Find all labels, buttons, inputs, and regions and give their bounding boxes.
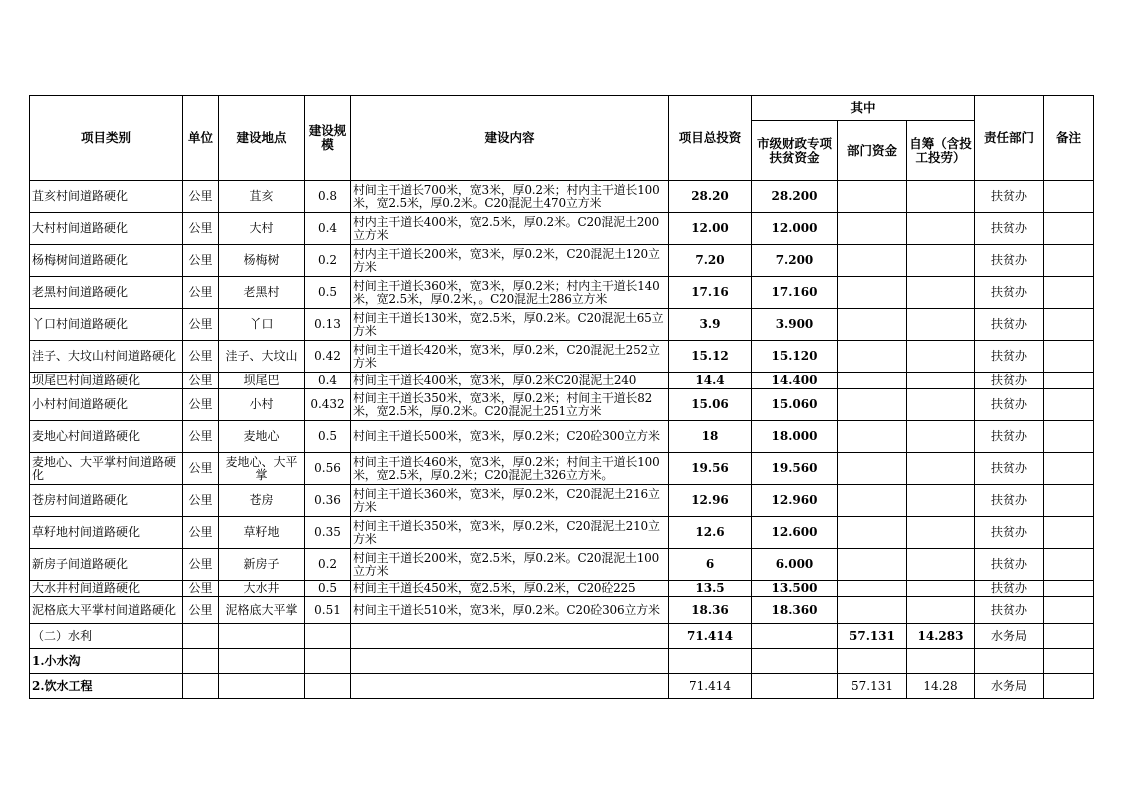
header-note: 备注 [1044,96,1094,181]
category-cell: 2.饮水工程 [30,674,183,699]
content-cell: 村间主干道长200米，宽2.5米，厚0.2米。C20混泥土100立方米 [351,549,669,581]
total-cell: 3.9 [669,309,752,341]
category-cell: 丫口村间道路硬化 [30,309,183,341]
dept-fund-cell [838,649,907,674]
location-cell: 坝尾巴 [219,373,305,389]
city-fund-cell: 6.000 [752,549,838,581]
unit-cell: 公里 [183,517,219,549]
note-cell [1044,624,1094,649]
dept-cell: 扶贫办 [975,245,1044,277]
dept-fund-cell [838,309,907,341]
location-cell [219,649,305,674]
table-row [30,181,1094,213]
total-cell: 19.56 [669,453,752,485]
location-cell: 新房子 [219,549,305,581]
total-cell: 71.414 [669,624,752,649]
location-cell: 杨梅树 [219,245,305,277]
unit-cell: 公里 [183,597,219,624]
header-total: 项目总投资 [669,96,752,181]
header-dept: 责任部门 [975,96,1044,181]
note-cell [1044,245,1094,277]
unit-cell [183,649,219,674]
scale-cell: 0.36 [305,485,351,517]
location-cell: 麦地心 [219,421,305,453]
total-cell: 14.4 [669,373,752,389]
unit-cell: 公里 [183,277,219,309]
city-fund-cell: 17.160 [752,277,838,309]
location-cell: 苍房 [219,485,305,517]
dept-fund-cell [838,597,907,624]
category-cell: 麦地心、大平掌村间道路硬化 [30,453,183,485]
total-cell: 18 [669,421,752,453]
total-cell: 17.16 [669,277,752,309]
table-body [30,181,1094,699]
header-unit: 单位 [183,96,219,181]
dept-cell [975,649,1044,674]
location-cell [219,624,305,649]
category-cell: 草籽地村间道路硬化 [30,517,183,549]
dept-fund-cell [838,549,907,581]
category-cell: 杨梅树间道路硬化 [30,245,183,277]
content-cell: 村间主干道长130米，宽2.5米，厚0.2米。C20混泥土65立方米 [351,309,669,341]
header-self-raised: 自筹（含投工投劳） [907,121,975,181]
self-raised-cell: 14.283 [907,624,975,649]
city-fund-cell: 28.200 [752,181,838,213]
unit-cell: 公里 [183,213,219,245]
note-cell [1044,549,1094,581]
unit-cell: 公里 [183,341,219,373]
city-fund-cell: 7.200 [752,245,838,277]
dept-cell: 扶贫办 [975,597,1044,624]
content-cell [351,624,669,649]
location-cell: 丫口 [219,309,305,341]
content-cell: 村间主干道长350米，宽3米，厚0.2米；村间主干道长82米，宽2.5米，厚0.2米。C20混泥土251立方米 [351,389,669,421]
category-cell: 老黑村间道路硬化 [30,277,183,309]
total-cell: 12.6 [669,517,752,549]
note-cell [1044,373,1094,389]
table-row [30,581,1094,597]
category-cell: 麦地心村间道路硬化 [30,421,183,453]
self-raised-cell [907,389,975,421]
table-row [30,453,1094,485]
dept-cell: 水务局 [975,674,1044,699]
scale-cell: 0.56 [305,453,351,485]
self-raised-cell [907,373,975,389]
content-cell [351,649,669,674]
content-cell: 村间主干道长420米，宽3米，厚0.2米，C20混泥土252立方米 [351,341,669,373]
city-fund-cell: 18.000 [752,421,838,453]
content-cell: 村间主干道长400米，宽3米，厚0.2米C20混泥土240 [351,373,669,389]
scale-cell: 0.432 [305,389,351,421]
category-cell: 苍房村间道路硬化 [30,485,183,517]
unit-cell: 公里 [183,581,219,597]
category-cell: 新房子间道路硬化 [30,549,183,581]
scale-cell: 0.5 [305,581,351,597]
dept-cell: 扶贫办 [975,309,1044,341]
location-cell: 泥格底大平掌 [219,597,305,624]
table-row [30,309,1094,341]
unit-cell: 公里 [183,181,219,213]
scale-cell: 0.4 [305,373,351,389]
city-fund-cell: 18.360 [752,597,838,624]
total-cell: 71.414 [669,674,752,699]
unit-cell: 公里 [183,309,219,341]
note-cell [1044,389,1094,421]
total-cell [669,649,752,674]
note-cell [1044,485,1094,517]
category-cell: 1.小水沟 [30,649,183,674]
dept-fund-cell [838,181,907,213]
location-cell: 小村 [219,389,305,421]
header-row-1 [30,96,1094,121]
total-cell: 12.00 [669,213,752,245]
dept-cell: 扶贫办 [975,277,1044,309]
self-raised-cell [907,517,975,549]
header-content: 建设内容 [351,96,669,181]
header-of-which: 其中 [752,96,975,121]
self-raised-cell [907,245,975,277]
unit-cell: 公里 [183,389,219,421]
city-fund-cell: 15.060 [752,389,838,421]
self-raised-cell [907,485,975,517]
category-cell: 洼子、大坟山村间道路硬化 [30,341,183,373]
section-row-xiaoshuigou [30,649,1094,674]
category-cell: 苴亥村间道路硬化 [30,181,183,213]
scale-cell: 0.4 [305,213,351,245]
note-cell [1044,674,1094,699]
scale-cell [305,624,351,649]
city-fund-cell: 13.500 [752,581,838,597]
total-cell: 15.12 [669,341,752,373]
dept-cell: 扶贫办 [975,213,1044,245]
note-cell [1044,277,1094,309]
total-cell: 15.06 [669,389,752,421]
note-cell [1044,309,1094,341]
table-row [30,341,1094,373]
note-cell [1044,341,1094,373]
unit-cell: 公里 [183,549,219,581]
self-raised-cell [907,309,975,341]
table-row [30,277,1094,309]
location-cell: 苴亥 [219,181,305,213]
city-fund-cell [752,674,838,699]
scale-cell: 0.8 [305,181,351,213]
unit-cell: 公里 [183,421,219,453]
category-cell: 泥格底大平掌村间道路硬化 [30,597,183,624]
note-cell [1044,649,1094,674]
note-cell [1044,597,1094,624]
total-cell: 6 [669,549,752,581]
location-cell: 大村 [219,213,305,245]
scale-cell: 0.2 [305,549,351,581]
scale-cell: 0.5 [305,277,351,309]
city-fund-cell: 14.400 [752,373,838,389]
total-cell: 28.20 [669,181,752,213]
self-raised-cell [907,181,975,213]
dept-fund-cell: 57.131 [838,624,907,649]
city-fund-cell: 19.560 [752,453,838,485]
scale-cell: 0.51 [305,597,351,624]
dept-fund-cell [838,485,907,517]
self-raised-cell [907,277,975,309]
dept-cell: 扶贫办 [975,181,1044,213]
dept-fund-cell [838,213,907,245]
content-cell: 村间主干道长450米，宽2.5米，厚0.2米，C20砼225 [351,581,669,597]
self-raised-cell [907,649,975,674]
city-fund-cell: 3.900 [752,309,838,341]
content-cell: 村间主干道长360米，宽3米，厚0.2米；村内主干道长140米，宽2.5米，厚0.2米，。C20混泥土286立方米 [351,277,669,309]
dept-cell: 水务局 [975,624,1044,649]
dept-fund-cell [838,341,907,373]
table-row [30,245,1094,277]
city-fund-cell: 12.960 [752,485,838,517]
dept-fund-cell [838,421,907,453]
dept-fund-cell [838,453,907,485]
unit-cell [183,624,219,649]
location-cell [219,674,305,699]
section-row-water [30,624,1094,649]
city-fund-cell [752,649,838,674]
content-cell: 村间主干道长460米，宽3米，厚0.2米；村间主干道长100米，宽2.5米，厚0.2米；C20混泥土326立方米。 [351,453,669,485]
note-cell [1044,517,1094,549]
unit-cell: 公里 [183,485,219,517]
table-row [30,517,1094,549]
header-city-fund: 市级财政专项扶贫资金 [752,121,838,181]
content-cell: 村间主干道长700米，宽3米，厚0.2米；村内主干道长100米，宽2.5米，厚0.2米。C20混泥土470立方米 [351,181,669,213]
total-cell: 7.20 [669,245,752,277]
table-row [30,597,1094,624]
self-raised-cell [907,453,975,485]
note-cell [1044,421,1094,453]
unit-cell: 公里 [183,373,219,389]
content-cell: 村间主干道长350米，宽3米，厚0.2米，C20混泥土210立方米 [351,517,669,549]
self-raised-cell [907,341,975,373]
category-cell: （二）水利 [30,624,183,649]
dept-fund-cell [838,373,907,389]
total-cell: 12.96 [669,485,752,517]
dept-fund-cell [838,581,907,597]
dept-cell: 扶贫办 [975,453,1044,485]
unit-cell [183,674,219,699]
table-row [30,373,1094,389]
dept-cell: 扶贫办 [975,421,1044,453]
table-row [30,389,1094,421]
dept-cell: 扶贫办 [975,581,1044,597]
table-row [30,485,1094,517]
note-cell [1044,181,1094,213]
city-fund-cell: 15.120 [752,341,838,373]
table-row [30,213,1094,245]
scale-cell: 0.5 [305,421,351,453]
scale-cell [305,649,351,674]
content-cell: 村间主干道长360米，宽3米，厚0.2米，C20混泥土216立方米 [351,485,669,517]
city-fund-cell: 12.600 [752,517,838,549]
self-raised-cell [907,597,975,624]
total-cell: 13.5 [669,581,752,597]
header-scale: 建设规模 [305,96,351,181]
note-cell [1044,581,1094,597]
project-table [29,95,1094,699]
scale-cell: 0.35 [305,517,351,549]
category-cell: 大水井村间道路硬化 [30,581,183,597]
self-raised-cell [907,213,975,245]
dept-fund-cell [838,389,907,421]
scale-cell: 0.42 [305,341,351,373]
self-raised-cell [907,549,975,581]
dept-fund-cell [838,517,907,549]
city-fund-cell [752,624,838,649]
dept-cell: 扶贫办 [975,517,1044,549]
scale-cell [305,674,351,699]
unit-cell: 公里 [183,453,219,485]
location-cell: 草籽地 [219,517,305,549]
content-cell: 村间主干道长510米，宽3米，厚0.2米。C20砼306立方米 [351,597,669,624]
location-cell: 大水井 [219,581,305,597]
dept-cell: 扶贫办 [975,485,1044,517]
header-dept-fund: 部门资金 [838,121,907,181]
note-cell [1044,213,1094,245]
dept-fund-cell [838,277,907,309]
location-cell: 老黑村 [219,277,305,309]
category-cell: 坝尾巴村间道路硬化 [30,373,183,389]
content-cell [351,674,669,699]
dept-fund-cell: 57.131 [838,674,907,699]
section-row-drinking-water [30,674,1094,699]
table-row [30,549,1094,581]
category-cell: 小村村间道路硬化 [30,389,183,421]
city-fund-cell: 12.000 [752,213,838,245]
dept-cell: 扶贫办 [975,389,1044,421]
dept-cell: 扶贫办 [975,373,1044,389]
unit-cell: 公里 [183,245,219,277]
dept-fund-cell [838,245,907,277]
category-cell: 大村村间道路硬化 [30,213,183,245]
location-cell: 洼子、大坟山 [219,341,305,373]
self-raised-cell [907,421,975,453]
content-cell: 村内主干道长200米，宽3米，厚0.2米，C20混泥土120立方米 [351,245,669,277]
content-cell: 村间主干道长500米，宽3米，厚0.2米；C20砼300立方米 [351,421,669,453]
total-cell: 18.36 [669,597,752,624]
note-cell [1044,453,1094,485]
dept-cell: 扶贫办 [975,341,1044,373]
content-cell: 村内主干道长400米，宽2.5米，厚0.2米。C20混泥土200立方米 [351,213,669,245]
dept-cell: 扶贫办 [975,549,1044,581]
location-cell: 麦地心、大平掌 [219,453,305,485]
header-category: 项目类别 [30,96,183,181]
scale-cell: 0.2 [305,245,351,277]
table-row [30,421,1094,453]
header-location: 建设地点 [219,96,305,181]
self-raised-cell [907,581,975,597]
scale-cell: 0.13 [305,309,351,341]
self-raised-cell: 14.28 [907,674,975,699]
